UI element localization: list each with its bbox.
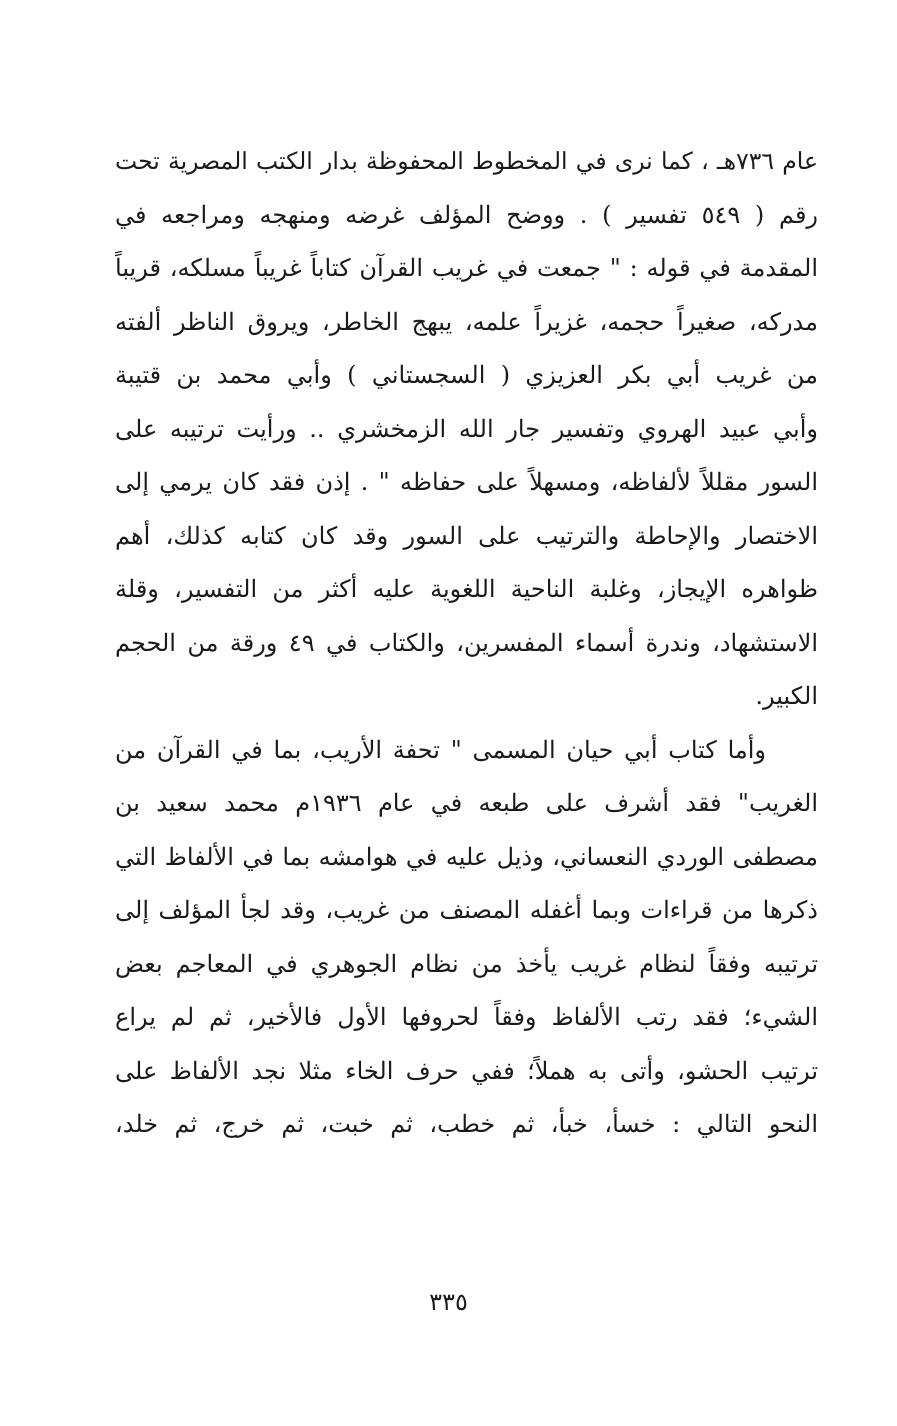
text-line: الاختصار والإحاطة والترتيب على السور وقد كان كتابه كذلك، أهم — [115, 521, 818, 550]
text-line: مدركه، صغيراً حجمه، غزيراً علمه، يبهج الخاطر، ويروق الناظر ألفته — [115, 307, 818, 336]
text-line: ترتيبه وفقاً لنظام غريب يأخذ من نظام الجوهري في المعاجم بعض — [115, 949, 818, 978]
text-line: وأبي عبيد الهروي وتفسير جار الله الزمخشري .. ورأيت ترتيبه على — [115, 414, 818, 443]
text-line: ذكرها من قراءات وبما أغفله المصنف من غريب، وقد لجأ المؤلف إلى — [115, 896, 818, 924]
text-line: ظواهره الإيجاز، وغلبة الناحية اللغوية عليه أكثر من التفسير، وقلة — [115, 575, 818, 603]
text-line: الشيء؛ فقد رتب الألفاظ وفقاً لحروفها الأول فالأخير، ثم لم يراع — [115, 1003, 818, 1031]
text-line: من غريب أبي بكر العزيزي ( السجستاني ) وأبي محمد بن قتيبة — [115, 361, 818, 389]
text-line: السور مقللاً لألفاظه، ومسهلاً على حفاظه " . إذن فقد كان يرمي إلى — [115, 468, 818, 496]
text-line: مصطفى الوردي النعساني، وذيل عليه في هوامشه بما في الألفاظ التي — [115, 842, 818, 871]
text-line: رقم ( ٥٤٩ تفسير ) . ووضح المؤلف غرضه ومنهجه ومراجعه في — [115, 200, 818, 229]
text-line: المقدمة في قوله : " جمعت في غريب القرآن كتاباً غريباً مسلكه، قريباً — [115, 254, 818, 282]
paragraph-2 — [115, 724, 818, 1152]
text-line: الغريب" فقد أشرف على طبعه في عام ١٩٣٦م محمد سعيد بن — [115, 789, 818, 817]
text-line: وأما كتاب أبي حيان المسمى " تحفة الأريب، بما في القرآن من — [115, 735, 766, 764]
text-line: ترتيب الحشو، وأتى به هملاً؛ ففي حرف الخاء مثلا نجد الألفاظ على — [115, 1056, 818, 1085]
text-line: النحو التالي : خسأ، خبأ، ثم خطب، ثم خبت، ثم خرج، ثم خلد، — [115, 1110, 818, 1138]
text-line: الاستشهاد، وندرة أسماء المفسرين، والكتاب في ٤٩ ورقة من الحجم — [115, 628, 818, 657]
text-line: عام ٧٣٦هـ ، كما نرى في المخطوط المحفوظة بدار الكتب المصرية تحت — [115, 147, 818, 175]
paragraph-1 — [115, 135, 818, 724]
page-number: ٣٣٥ — [429, 1288, 468, 1316]
text-line: الكبير. — [755, 682, 818, 710]
body-text — [115, 135, 818, 1152]
